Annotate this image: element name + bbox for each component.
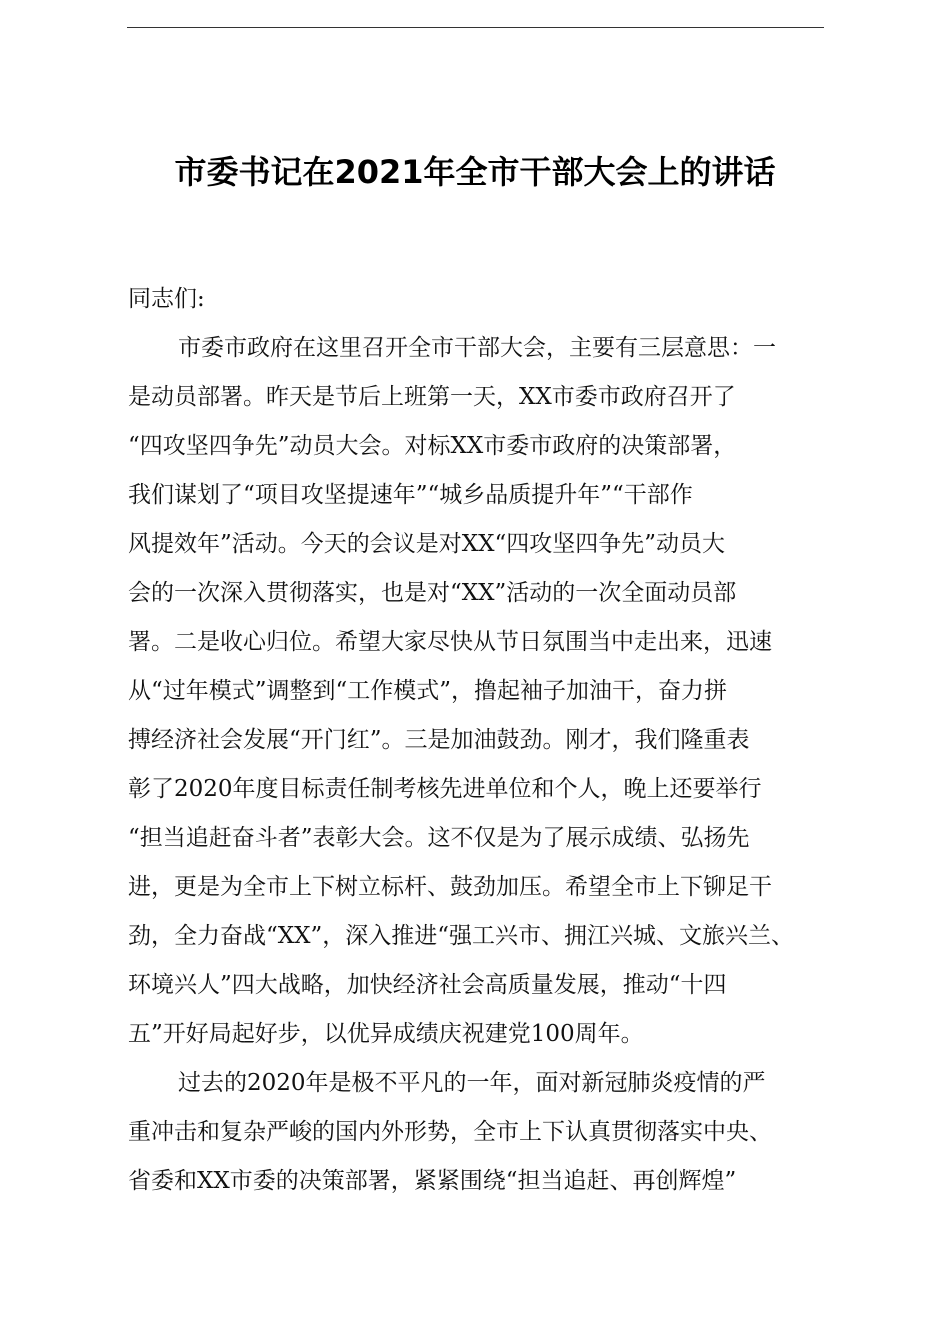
text-line: 省委和XX市委的决策部署，紧紧围绕“担当追赶、再创辉煌” [128, 1168, 737, 1194]
text-line: 风提效年”活动。今天的会议是对XX“四攻坚四争先”动员大 [128, 531, 726, 557]
text-line: 劲，全力奋战“XX”，深入推进“强工兴市、拥江兴城、文旅兴兰、 [128, 923, 795, 949]
text-line: 是动员部署。昨天是节后上班第一天，XX市委市政府召开了 [128, 384, 736, 410]
text-line: 五”开好局起好步，以优异成绩庆祝建党100周年。 [128, 1021, 644, 1047]
document-body [128, 274, 828, 1206]
header-rule [127, 27, 824, 28]
text-line: 搏经济社会发展“开门红”。三是加油鼓劲。刚才，我们隆重表 [128, 727, 750, 753]
text-line: 进，更是为全市上下树立标杆、鼓劲加压。希望全市上下铆足干 [128, 874, 772, 900]
text-line: 环境兴人”四大战略，加快经济社会高质量发展，推动“十四 [128, 972, 727, 998]
text-line: 会的一次深入贯彻落实，也是对“XX”活动的一次全面动员部 [128, 580, 737, 606]
text-line: 彰了2020年度目标责任制考核先进单位和个人，晚上还要举行 [128, 776, 762, 802]
paragraph-2 [128, 1059, 828, 1206]
text-line: 我们谋划了“项目攻坚提速年”“城乡品质提升年”“干部作 [128, 482, 693, 508]
text-line: 市委市政府在这里召开全市干部大会，主要有三层意思：一 [178, 335, 776, 361]
text-line: “担当追赶奋斗者”表彰大会。这不仅是为了展示成绩、弘扬先 [128, 825, 750, 851]
text-line: 从“过年模式”调整到“工作模式”，撸起袖子加油干，奋力拼 [128, 678, 728, 704]
paragraph-1 [128, 324, 828, 1059]
text-line: 署。二是收心归位。希望大家尽快从节日氛围当中走出来，迅速 [128, 629, 772, 655]
document-title: 市委书记在2021年全市干部大会上的讲话 [174, 153, 776, 191]
salutation: 同志们: [128, 286, 205, 312]
text-line: 重冲击和复杂严峻的国内外形势，全市上下认真贯彻落实中央、 [128, 1119, 772, 1145]
text-line: 过去的2020年是极不平凡的一年，面对新冠肺炎疫情的严 [178, 1070, 766, 1096]
text-line: “四攻坚四争先”动员大会。对标XX市委市政府的决策部署， [128, 433, 737, 459]
